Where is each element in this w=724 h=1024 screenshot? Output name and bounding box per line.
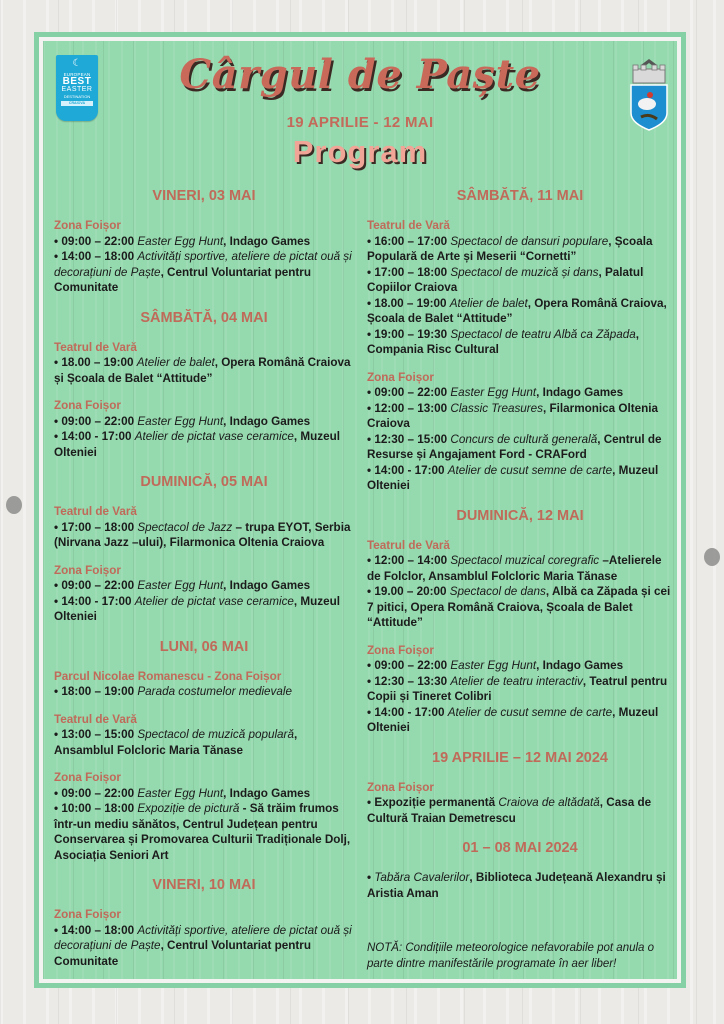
schedule-item bbox=[367, 401, 673, 432]
venue-group bbox=[54, 907, 354, 969]
item-title: Activități sportive, ateliere de pictat ouă și decorațiuni de Paște bbox=[54, 250, 352, 279]
schedule-item bbox=[367, 870, 673, 901]
day-section bbox=[54, 637, 354, 864]
bullet-icon: • bbox=[367, 296, 375, 310]
item-title: Spectacol muzical coregrafic bbox=[450, 554, 600, 567]
venue-label: Teatrul de Vară bbox=[367, 219, 450, 232]
venue-group bbox=[367, 370, 673, 494]
venue-label: Zona Foișor bbox=[54, 399, 121, 412]
day-heading: VINERI, 03 MAI bbox=[152, 188, 256, 204]
bullet-icon: • bbox=[367, 554, 375, 567]
item-organizer: , Palatul Copiilor Craiova bbox=[367, 265, 644, 294]
item-organizer: , Teatrul pentru Copii și Tineret Colibri bbox=[367, 674, 668, 703]
venue-group bbox=[367, 218, 673, 358]
bullet-icon: • bbox=[367, 234, 375, 248]
item-organizer: , Indago Games bbox=[223, 579, 311, 592]
bullet-icon: • bbox=[367, 463, 375, 477]
day-heading: 01 – 08 MAI 2024 bbox=[462, 840, 578, 856]
schedule-item bbox=[367, 795, 673, 826]
venue-group bbox=[54, 504, 354, 551]
item-time: 12:30 – 15:00 bbox=[374, 432, 448, 446]
schedule-item bbox=[367, 432, 673, 463]
item-prefix: Expoziție permanentă bbox=[374, 796, 499, 809]
bullet-icon: • bbox=[367, 401, 375, 415]
day-heading: DUMINICĂ, 05 MAI bbox=[140, 474, 268, 490]
bullet-icon: • bbox=[54, 414, 62, 428]
schedule-item bbox=[367, 385, 673, 401]
schedule-item bbox=[54, 520, 354, 551]
item-organizer: –Atelierele de Folclor, Ansamblul Folcloric Maria Tănase bbox=[367, 554, 662, 583]
day-section bbox=[54, 308, 354, 461]
item-organizer: , Școala Populară de Arte și Meserii “Cornetti” bbox=[367, 234, 653, 263]
venue-group bbox=[54, 340, 354, 387]
bullet-icon: • bbox=[367, 327, 375, 341]
bullet-icon: • bbox=[54, 728, 62, 741]
schedule-item bbox=[54, 429, 354, 460]
item-time: 14:00 - 17:00 bbox=[374, 463, 445, 477]
logo-text: EASTER bbox=[61, 86, 93, 93]
item-organizer: , Casa de Cultură Traian Demetrescu bbox=[367, 796, 652, 825]
bullet-icon: • bbox=[367, 432, 375, 446]
schedule-left-column bbox=[54, 186, 354, 981]
item-time: 12:30 – 13:30 bbox=[374, 674, 448, 688]
venue-group bbox=[54, 770, 354, 863]
item-time: 18.00 – 19:00 bbox=[374, 296, 447, 310]
item-time: 09:00 – 22:00 bbox=[374, 386, 448, 399]
item-title: Easter Egg Hunt bbox=[137, 414, 224, 428]
item-title: Tabăra Cavalerilor bbox=[374, 871, 470, 884]
item-organizer: , Opera Română Craiova și Școala de Balet “Attitude” bbox=[54, 356, 351, 385]
item-time: 12:00 – 14:00 bbox=[374, 554, 448, 567]
venue-group bbox=[367, 643, 673, 736]
item-title: Atelier de cusut semne de carte bbox=[447, 705, 613, 719]
item-time: 14:00 - 17:00 bbox=[374, 705, 445, 719]
item-organizer: , Biblioteca Județeană Alexandru și Aristia Aman bbox=[367, 871, 666, 900]
bullet-icon: • bbox=[367, 386, 375, 399]
item-title: Spectacol de Jazz bbox=[137, 520, 233, 534]
item-title: Atelier de pictat vase ceramice bbox=[134, 594, 294, 608]
logo-text: DESTINATION bbox=[63, 94, 91, 99]
schedule-item bbox=[54, 786, 354, 802]
venue-group bbox=[54, 669, 354, 700]
bullet-icon: • bbox=[54, 250, 62, 263]
venue-group bbox=[54, 563, 354, 625]
bullet-icon: • bbox=[367, 585, 375, 598]
item-title: Atelier de teatru interactiv bbox=[450, 674, 583, 688]
item-time: 09:00 – 22:00 bbox=[61, 414, 135, 428]
bullet-icon: • bbox=[54, 520, 62, 534]
logo-text: CRAIOVA bbox=[61, 101, 93, 106]
european-best-easter-destination-logo bbox=[56, 55, 98, 121]
item-time: 14:00 – 18:00 bbox=[61, 923, 135, 937]
item-time: 09:00 – 22:00 bbox=[61, 234, 135, 248]
schedule-item bbox=[54, 727, 354, 758]
day-heading: VINERI, 10 MAI bbox=[152, 877, 256, 893]
item-title: Activități sportive, ateliere de pictat ouă și decorațiuni de Paște bbox=[54, 923, 352, 952]
venue-label: Zona Foișor bbox=[54, 563, 121, 577]
item-organizer: , Compania Risc Cultural bbox=[367, 327, 640, 356]
venue-group bbox=[54, 712, 354, 759]
item-organizer: , Indago Games bbox=[536, 659, 624, 672]
bullet-icon: • bbox=[54, 594, 62, 608]
item-time: 17:00 – 18:00 bbox=[374, 265, 448, 279]
item-title: Easter Egg Hunt bbox=[137, 786, 224, 800]
item-organizer: , Centrul Voluntariat pentru Comunitate bbox=[54, 265, 311, 294]
item-organizer: , Muzeul Olteniei bbox=[54, 594, 341, 623]
bullet-icon: • bbox=[54, 786, 62, 800]
bullet-icon: • bbox=[54, 685, 62, 698]
item-organizer: , Indago Games bbox=[223, 786, 311, 800]
wood-knot bbox=[6, 496, 22, 514]
bullet-icon: • bbox=[54, 923, 62, 937]
venue-group bbox=[54, 218, 354, 296]
item-time: 18.00 – 19:00 bbox=[61, 356, 134, 369]
day-section bbox=[367, 186, 673, 494]
item-time: 14:00 - 17:00 bbox=[61, 430, 132, 443]
item-organizer: , Opera Română Craiova, Școala de Balet “Attitude” bbox=[367, 296, 667, 325]
schedule-item bbox=[367, 658, 673, 674]
item-organizer: , Centrul Voluntariat pentru Comunitate bbox=[54, 939, 311, 968]
item-title: Easter Egg Hunt bbox=[137, 579, 224, 592]
day-heading: LUNI, 06 MAI bbox=[159, 638, 249, 655]
poster-title: Cârgul de Paște bbox=[179, 51, 541, 98]
item-title: Craiova de altădată bbox=[498, 796, 600, 809]
day-heading: DUMINICĂ, 12 MAI bbox=[456, 507, 584, 524]
item-organizer: , Ansamblul Folcloric Maria Tănase bbox=[54, 728, 298, 757]
bullet-icon: • bbox=[367, 871, 375, 884]
schedule-item bbox=[367, 327, 673, 358]
item-time: 09:00 – 22:00 bbox=[374, 659, 448, 672]
day-section bbox=[367, 748, 673, 827]
schedule-item bbox=[367, 705, 673, 736]
item-title: Spectacol de muzică populară bbox=[137, 728, 294, 741]
event-dates: 19 APRILIE - 12 MAI bbox=[286, 114, 434, 131]
venue-label: Zona Foișor bbox=[54, 771, 121, 784]
item-time: 09:00 – 22:00 bbox=[61, 579, 135, 592]
item-time: 09:00 – 22:00 bbox=[61, 786, 135, 800]
item-organizer: , Filarmonica Oltenia Craiova bbox=[367, 401, 658, 430]
bell-moon-icon: ☾ bbox=[72, 58, 82, 69]
item-time: 18:00 – 19:00 bbox=[61, 685, 135, 698]
item-title: Spectacol de dansuri populare bbox=[450, 234, 609, 248]
venue-label: Teatrul de Vară bbox=[54, 340, 137, 354]
venue-group bbox=[367, 870, 673, 901]
program-heading: Program bbox=[292, 134, 428, 169]
schedule-item bbox=[367, 265, 673, 296]
schedule-item bbox=[54, 249, 354, 296]
item-organizer: , Muzeul Olteniei bbox=[367, 463, 659, 492]
venue-label: Parcul Nicolae Romanescu - Zona Foișor bbox=[54, 669, 282, 683]
venue-label: Zona Foișor bbox=[367, 643, 434, 657]
schedule-item bbox=[54, 578, 354, 594]
day-section bbox=[367, 838, 673, 901]
venue-label: Teatrul de Vară bbox=[54, 505, 137, 518]
item-title: Easter Egg Hunt bbox=[450, 386, 537, 399]
wood-knot bbox=[704, 548, 720, 566]
day-section bbox=[54, 875, 354, 969]
venue-label: Teatrul de Vară bbox=[367, 538, 450, 552]
schedule-item bbox=[367, 296, 673, 327]
item-title: Atelier de balet bbox=[136, 356, 215, 369]
bullet-icon: • bbox=[367, 659, 375, 672]
item-time: 19.00 – 20:00 bbox=[374, 585, 447, 598]
schedule-item bbox=[54, 923, 354, 970]
item-organizer: , Albă ca Zăpada și cei 7 pitici, Opera Română Craiova, Școala de Balet “Attitude” bbox=[367, 585, 671, 629]
item-organizer: , Indago Games bbox=[223, 414, 311, 428]
city-crest-icon bbox=[627, 57, 671, 131]
bullet-icon: • bbox=[367, 674, 375, 688]
venue-group bbox=[367, 780, 673, 827]
day-section bbox=[54, 186, 354, 296]
item-title: Atelier de balet bbox=[449, 296, 528, 310]
schedule-item bbox=[54, 414, 354, 430]
item-time: 19:00 – 19:30 bbox=[374, 327, 448, 341]
day-section bbox=[54, 472, 354, 625]
day-section bbox=[367, 506, 673, 736]
item-organizer: , Muzeul Olteniei bbox=[367, 705, 659, 734]
venue-label: Zona Foișor bbox=[54, 219, 121, 232]
item-title: Spectacol de muzică și dans bbox=[450, 265, 599, 279]
venue-group bbox=[54, 398, 354, 460]
item-title: Spectacol de dans bbox=[449, 585, 546, 598]
day-heading: SÂMBĂTĂ, 11 MAI bbox=[456, 188, 584, 204]
item-title: Expoziție de pictură bbox=[137, 802, 240, 815]
item-organizer: - Să trăim frumos într-un mediu sănătos, Centrul Județean pentru Conservarea și Promovarea Culturii Tradiționale Dolj, Asociația Seniori Art bbox=[54, 802, 351, 862]
item-title: Atelier de pictat vase ceramice bbox=[134, 430, 294, 443]
schedule-item bbox=[54, 684, 354, 700]
schedule-right-column bbox=[367, 186, 673, 913]
schedule-item bbox=[367, 463, 673, 494]
item-time: 12:00 – 13:00 bbox=[374, 401, 448, 415]
item-time: 16:00 – 17:00 bbox=[374, 234, 448, 248]
bullet-icon: • bbox=[54, 802, 62, 815]
venue-label: Zona Foișor bbox=[54, 908, 121, 921]
logo-text: BEST bbox=[62, 76, 92, 87]
weather-note: NOTĂ: Condițiile meteorologice nefavorabile pot anula o parte dintre manifestările programate în aer liber! bbox=[367, 942, 655, 970]
item-title: Parada costumelor medievale bbox=[137, 685, 292, 698]
schedule-item bbox=[367, 234, 673, 265]
venue-group bbox=[367, 538, 673, 631]
bullet-icon: • bbox=[367, 265, 375, 279]
item-time: 17:00 – 18:00 bbox=[61, 520, 135, 534]
bullet-icon: • bbox=[54, 234, 62, 248]
venue-label: Zona Foișor bbox=[367, 370, 434, 384]
logo-text: EUROPEAN bbox=[63, 72, 91, 77]
bullet-icon: • bbox=[367, 705, 375, 719]
item-title: Easter Egg Hunt bbox=[137, 234, 224, 248]
item-organizer: – trupa EYOT, Serbia (Nirvana Jazz –ului), Filarmonica Oltenia Craiova bbox=[54, 520, 351, 549]
item-organizer: , Indago Games bbox=[223, 234, 311, 248]
schedule-item bbox=[54, 234, 354, 250]
item-title: Spectacol de teatru Albă ca Zăpada bbox=[450, 327, 636, 341]
item-organizer: , Indago Games bbox=[536, 386, 624, 399]
bullet-icon: • bbox=[367, 796, 375, 809]
schedule-item bbox=[54, 801, 354, 863]
schedule-item bbox=[54, 594, 354, 625]
bullet-icon: • bbox=[54, 430, 62, 443]
item-organizer: , Muzeul Olteniei bbox=[54, 430, 341, 459]
item-organizer: , Centrul de Resurse și Angajament Ford - CRAFord bbox=[367, 432, 662, 461]
item-title: Classic Treasures bbox=[450, 401, 544, 415]
bullet-icon: • bbox=[54, 579, 62, 592]
day-heading: 19 APRILIE – 12 MAI 2024 bbox=[432, 749, 608, 766]
schedule-item bbox=[367, 584, 673, 631]
item-time: 14:00 – 18:00 bbox=[61, 250, 135, 263]
item-title: Easter Egg Hunt bbox=[450, 659, 537, 672]
item-time: 10:00 – 18:00 bbox=[61, 802, 135, 815]
item-title: Concurs de cultură generală bbox=[450, 432, 598, 446]
venue-label: Teatrul de Vară bbox=[54, 712, 137, 726]
item-time: 13:00 – 15:00 bbox=[61, 728, 135, 741]
venue-label: Zona Foișor bbox=[367, 780, 434, 794]
bullet-icon: • bbox=[54, 356, 62, 369]
day-heading: SÂMBĂTĂ, 04 MAI bbox=[140, 309, 268, 326]
schedule-item bbox=[367, 553, 673, 584]
schedule-item bbox=[54, 355, 354, 386]
item-title: Atelier de cusut semne de carte bbox=[447, 463, 613, 477]
item-time: 14:00 - 17:00 bbox=[61, 594, 132, 608]
schedule-item bbox=[367, 674, 673, 705]
